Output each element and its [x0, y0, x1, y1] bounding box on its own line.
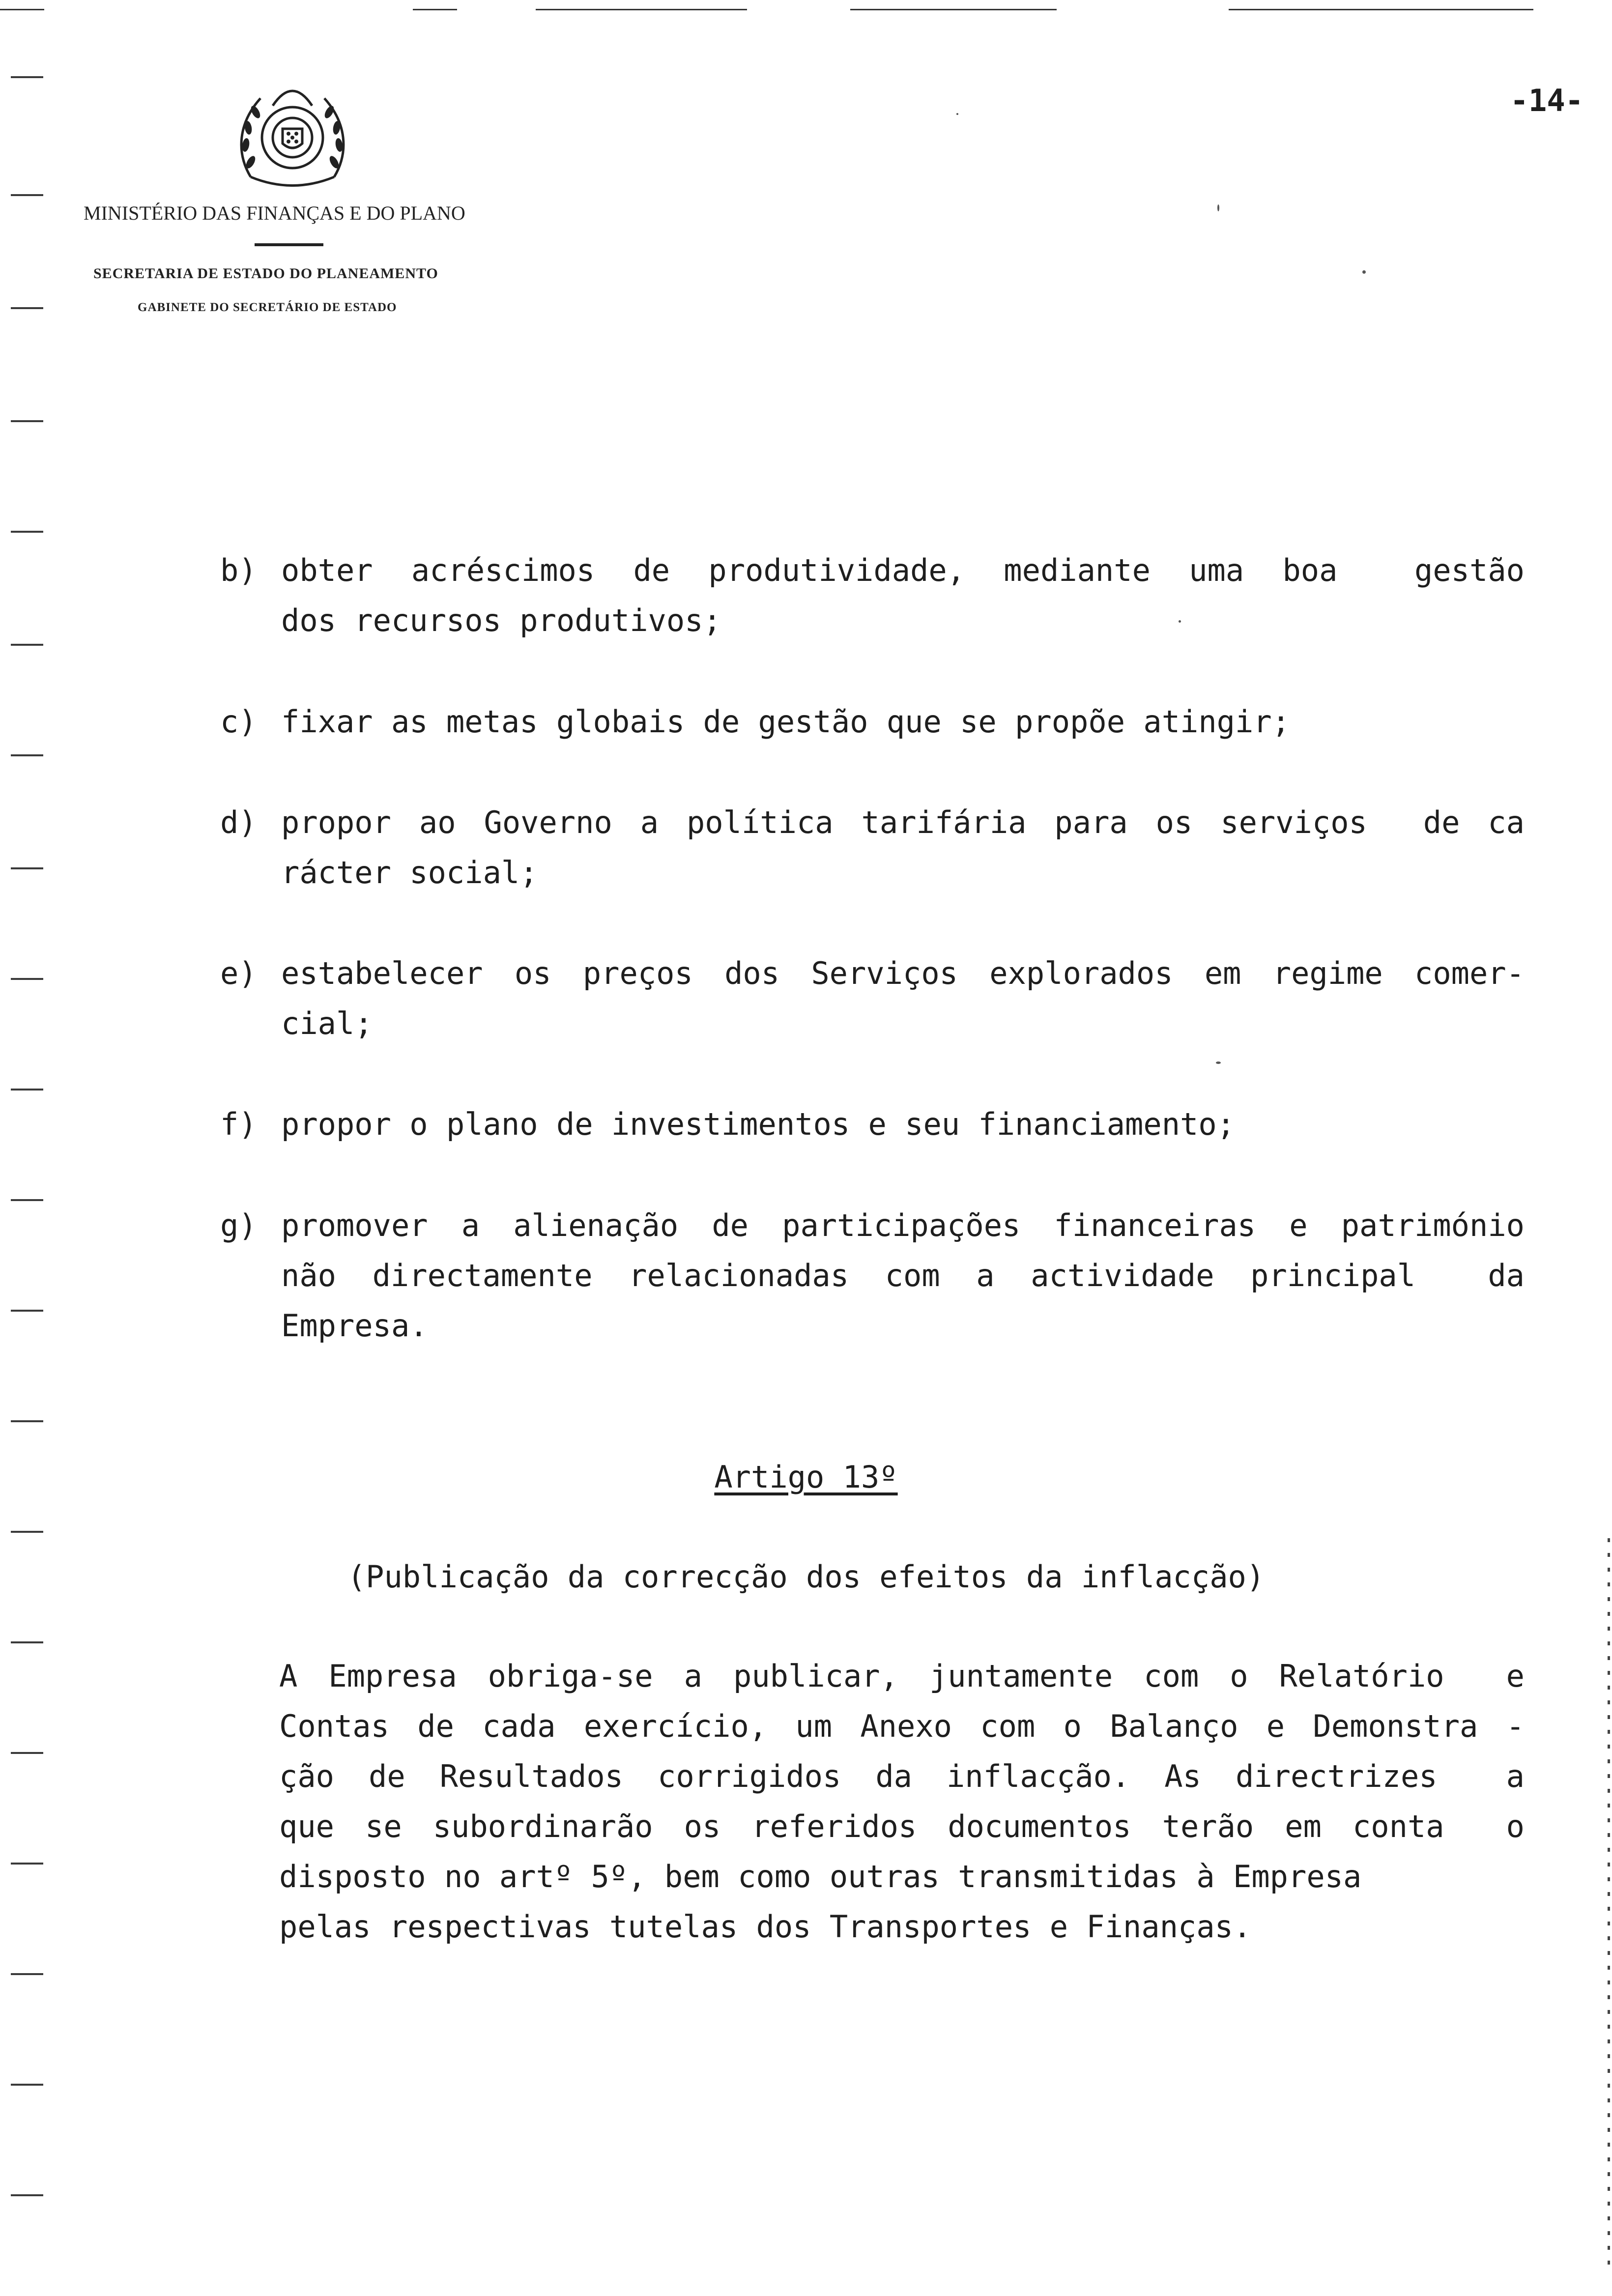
scan-speck	[1217, 204, 1219, 211]
paragraph-line: que se subordinarão os referidos documentos terão em conta o	[279, 1808, 1525, 1844]
coat-of-arms-icon	[231, 79, 354, 187]
article-title: Artigo 13º	[714, 1459, 898, 1495]
margin-mark	[11, 1420, 43, 1422]
margin-mark	[11, 531, 43, 533]
paragraph-line: Contas de cada exercício, um Anexo com o Balanço e Demonstra -	[279, 1708, 1525, 1744]
item-letter: g)	[220, 1207, 257, 1243]
margin-mark	[11, 2084, 43, 2086]
margin-mark	[11, 867, 43, 869]
item-line: rácter social;	[281, 855, 538, 890]
margin-mark	[11, 2194, 43, 2196]
margin-mark	[11, 644, 43, 646]
item-line: estabelecer os preços dos Serviços explorados em regime comer-	[281, 955, 1525, 991]
margin-mark	[11, 1199, 43, 1201]
margin-mark	[11, 1531, 43, 1533]
ministry-name: MINISTÉRIO DAS FINANÇAS E DO PLANO	[84, 202, 465, 224]
item-line: fixar as metas globais de gestão que se propõe atingir;	[281, 704, 1290, 740]
scan-top-line	[536, 9, 747, 10]
margin-mark	[11, 1752, 43, 1754]
margin-mark	[11, 1310, 43, 1312]
page-number: -14-	[1510, 83, 1583, 118]
margin-mark	[11, 194, 43, 196]
secretaria-name: SECRETARIA DE ESTADO DO PLANEAMENTO	[93, 265, 438, 282]
scan-edge-dots	[1608, 1538, 1610, 2275]
item-letter: f)	[220, 1106, 257, 1142]
item-line: propor o plano de investimentos e seu financiamento;	[281, 1106, 1236, 1142]
scan-speck	[1362, 270, 1366, 274]
margin-mark	[11, 1641, 43, 1643]
scan-top-line	[850, 9, 1057, 10]
item-line: propor ao Governo a política tarifária para os serviços de ca	[281, 804, 1525, 840]
item-line: dos recursos produtivos;	[281, 603, 721, 638]
margin-mark	[11, 307, 43, 309]
scan-speck	[1216, 1062, 1221, 1064]
item-letter: e)	[220, 955, 257, 991]
scan-top-line	[0, 9, 44, 10]
paragraph-line: A Empresa obriga-se a publicar, juntamente com o Relatório e	[279, 1658, 1525, 1694]
item-line: não directamente relacionadas com a actividade principal da	[281, 1258, 1525, 1293]
item-letter: b)	[220, 552, 257, 588]
gabinete-name: GABINETE DO SECRETÁRIO DE ESTADO	[138, 301, 397, 314]
paragraph-line: disposto no artº 5º, bem como outras transmitidas à Empresa	[279, 1859, 1362, 1894]
header-divider	[255, 243, 323, 246]
scan-top-line	[1229, 9, 1533, 10]
paragraph-line: pelas respectivas tutelas dos Transportes e Finanças.	[279, 1909, 1252, 1945]
item-line: cial;	[281, 1005, 373, 1041]
scan-top-line	[413, 9, 457, 10]
item-line: obter acréscimos de produtividade, mediante uma boa gestão	[281, 552, 1525, 588]
paragraph-line: ção de Resultados corrigidos da inflacção. As directrizes a	[279, 1758, 1525, 1794]
margin-mark	[11, 978, 43, 980]
margin-mark	[11, 420, 43, 422]
item-line: promover a alienação de participações financeiras e património	[281, 1207, 1525, 1243]
item-line: Empresa.	[281, 1308, 428, 1344]
margin-mark	[11, 1973, 43, 1975]
article-subtitle: (Publicação da correcção dos efeitos da inflacção)	[347, 1559, 1265, 1595]
item-letter: c)	[220, 704, 257, 740]
item-letter: d)	[220, 804, 257, 840]
margin-mark	[11, 754, 43, 756]
margin-mark	[11, 1089, 43, 1091]
margin-mark	[11, 1863, 43, 1865]
scan-speck	[956, 113, 958, 115]
margin-mark	[11, 76, 43, 78]
